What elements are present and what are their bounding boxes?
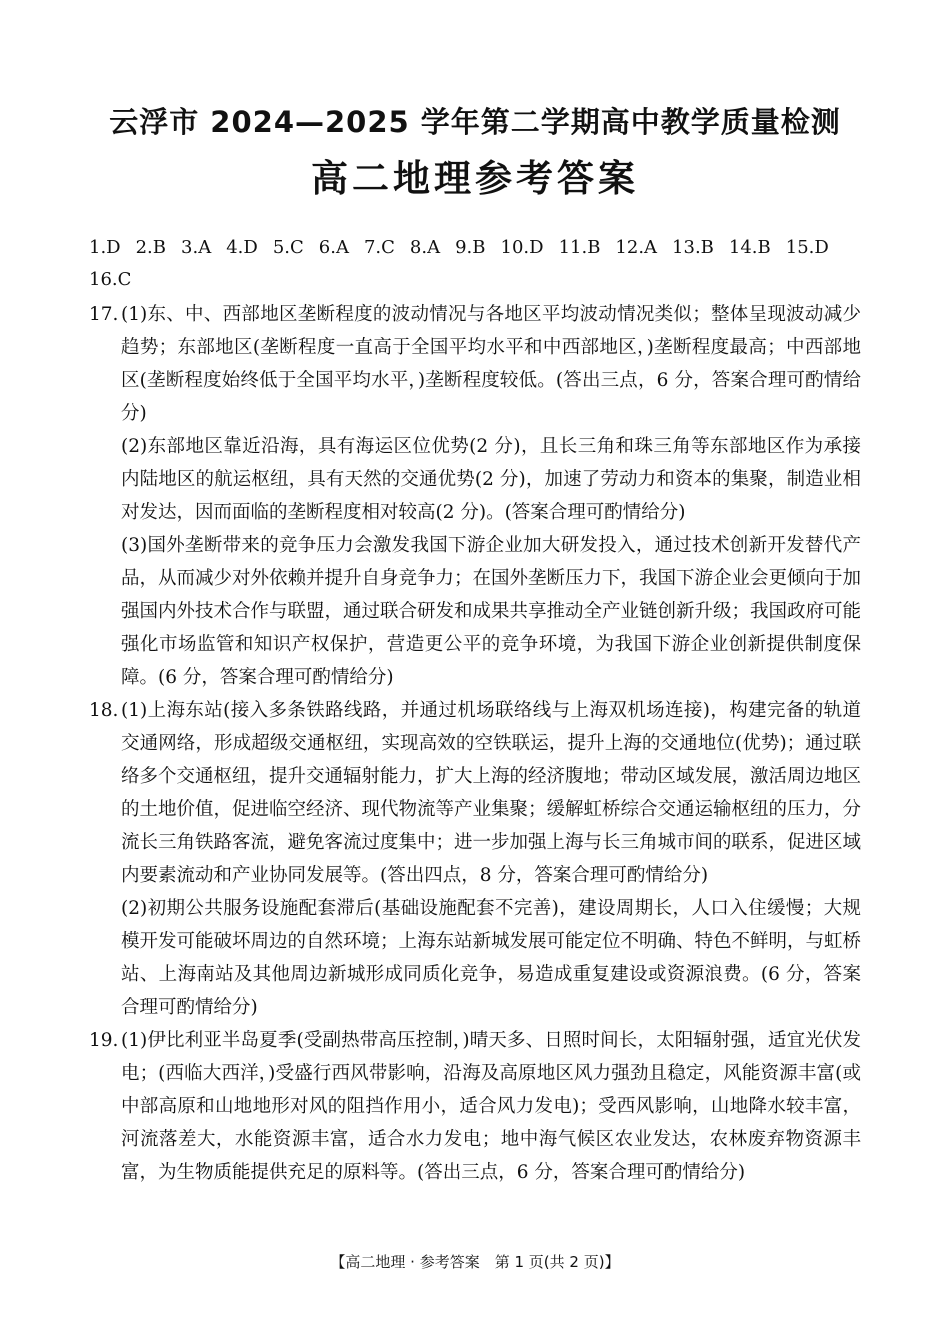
question-19-part-1: (1)伊比利亚半岛夏季(受副热带高压控制，)晴天多、日照时间长，太阳辐射强，适宜光伏发电；(西临大西洋，)受盛行西风带影响，沿海及高原地区风力强劲且稳定，风能资源丰富(或中部高原和山地地形对风的阻挡作用小，适合风力发电)；受西风影响，山地降水较丰富，河流落差大，水能资源丰富，适合水力发电；地中海气候区农业发达，农林废弃物资源丰富，为生物质能提供充足的原料等。(答出三点，6 分，答案合理可酌情给分) bbox=[121, 1030, 861, 1183]
answer-7: 7.C bbox=[363, 237, 395, 258]
question-17 bbox=[89, 298, 861, 694]
answer-4: 4.D bbox=[226, 237, 258, 258]
question-number: 17. bbox=[89, 304, 119, 325]
answer-5: 5.C bbox=[272, 237, 304, 258]
question-number: 19. bbox=[89, 1030, 119, 1051]
answer-13: 13.B bbox=[672, 237, 714, 258]
question-17-part-1: (1)东、中、西部地区垄断程度的波动情况与各地区平均波动情况类似；整体呈现波动减少趋势；东部地区(垄断程度一直高于全国平均水平和中西部地区，)垄断程度最高；中西部地区(垄断程度始终低于全国平均水平，)垄断程度较低。(答出三点，6 分，答案合理可酌情给分) bbox=[121, 304, 861, 424]
answer-15: 15.D bbox=[785, 237, 829, 258]
answer-2: 2.B bbox=[135, 237, 167, 258]
question-17-part-2: (2)东部地区靠近沿海，具有海运区位优势(2 分)，且长三角和珠三角等东部地区作为承接内陆地区的航运枢纽，具有天然的交通优势(2 分)，加速了劳动力和资本的集聚，制造业相对发达，因而面临的垄断程度相对较高(2 分)。(答案合理可酌情给分) bbox=[121, 436, 861, 523]
answer-11: 11.B bbox=[558, 237, 601, 258]
page-title-line1: 云浮市 2024—2025 学年第二学期高中教学质量检测 bbox=[109, 105, 841, 139]
answer-8: 8.A bbox=[409, 237, 441, 258]
page-footer: 【高二地理 · 参考答案 第 1 页(共 2 页)】 bbox=[330, 1253, 620, 1271]
question-number: 18. bbox=[89, 700, 119, 721]
answer-6: 6.A bbox=[318, 237, 349, 258]
answer-14: 14.B bbox=[728, 237, 771, 258]
answer-body bbox=[89, 298, 861, 1189]
answer-12: 12.A bbox=[615, 237, 658, 258]
answer-1: 1.D bbox=[89, 237, 121, 258]
question-18-part-2: (2)初期公共服务设施配套滞后(基础设施配套不完善)，建设周期长，人口入住缓慢；大规模开发可能破坏周边的自然环境；上海东站新城发展可能定位不明确、特色不鲜明，与虹桥站、上海南站及其他周边新城形成同质化竞争，易造成重复建设或资源浪费。(6 分，答案合理可酌情给分) bbox=[121, 898, 862, 1018]
choice-answers bbox=[89, 232, 879, 296]
question-18-part-1: (1)上海东站(接入多条铁路线路，并通过机场联络线与上海双机场连接)，构建完备的轨道交通网络，形成超级交通枢纽，实现高效的空铁联运，提升上海的交通地位(优势)；通过联络多个交通枢纽，提升交通辐射能力，扩大上海的经济腹地；带动区域发展，激活周边地区的土地价值，促进临空经济、现代物流等产业集聚；缓解虹桥综合交通运输枢纽的压力，分流长三角铁路客流，避免客流过度集中；进一步加强上海与长三角城市间的联系，促进区域内要素流动和产业协同发展等。(答出四点，8 分，答案合理可酌情给分) bbox=[121, 700, 862, 886]
page-title-line2: 高二地理参考答案 bbox=[311, 157, 639, 200]
question-17-part-3: (3)国外垄断带来的竞争压力会激发我国下游企业加大研发投入，通过技术创新开发替代产品，从而减少对外依赖并提升自身竞争力；在国外垄断压力下，我国下游企业会更倾向于加强国内外技术合作与联盟，通过联合研发和成果共享推动全产业链创新升级；我国政府可能强化市场监管和知识产权保护，营造更公平的竞争环境，为我国下游企业创新提供制度保障。(6 分，答案合理可酌情给分) bbox=[121, 535, 862, 688]
question-18 bbox=[89, 694, 861, 1024]
answer-16: 16.C bbox=[89, 269, 132, 290]
question-19 bbox=[89, 1024, 861, 1189]
answer-3: 3.A bbox=[181, 237, 212, 258]
answer-10: 10.D bbox=[500, 237, 544, 258]
answer-9: 9.B bbox=[455, 237, 486, 258]
